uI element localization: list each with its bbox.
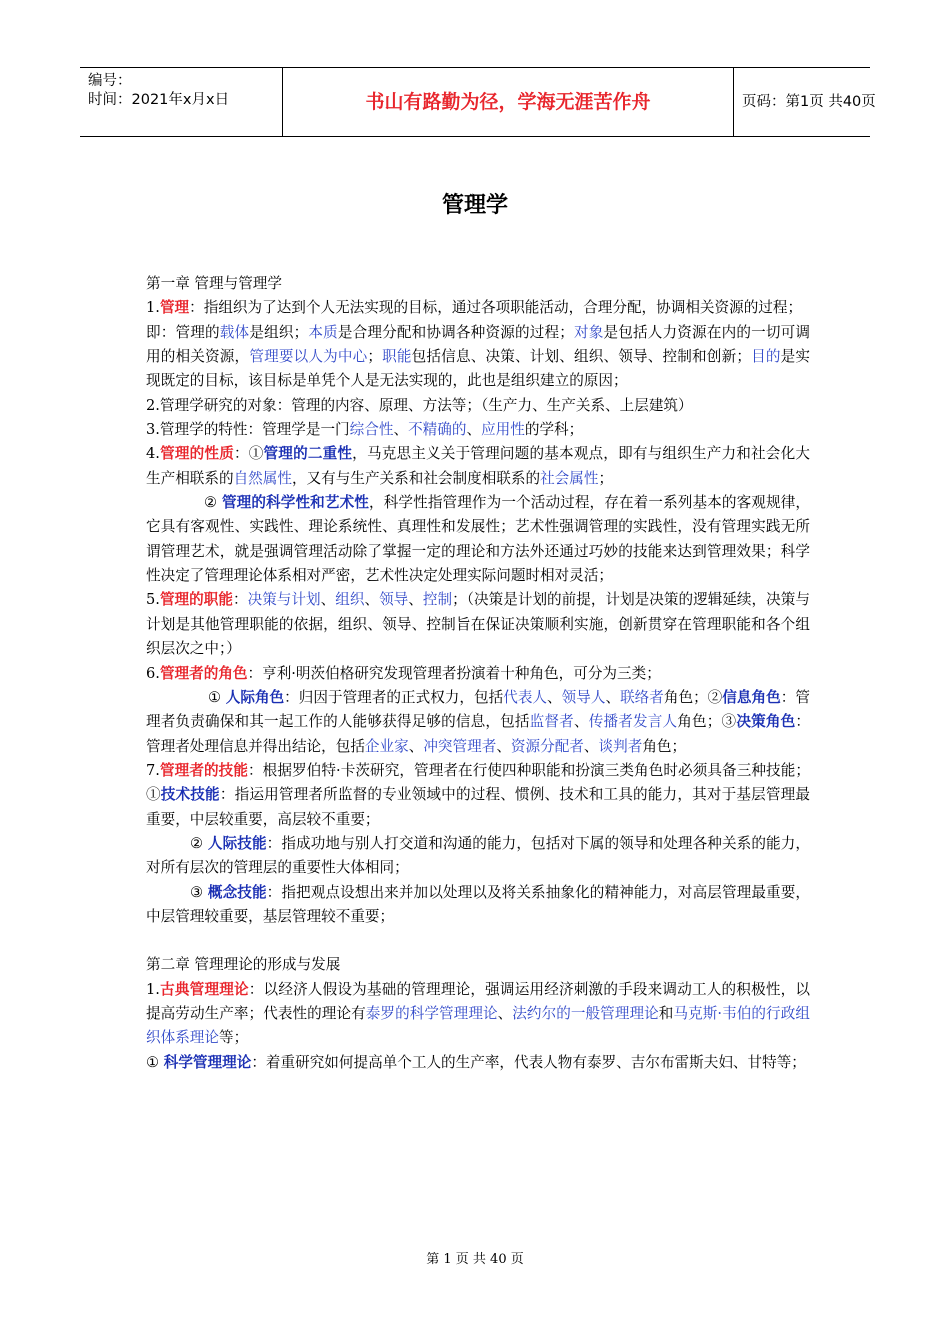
keyword: 管理要以人为中心 [249, 348, 368, 366]
text: ； [598, 469, 614, 487]
text: 是合理分配和协调各种资源的过程； [337, 323, 574, 341]
keyword: 泰罗的科学管理理论 [365, 1004, 498, 1022]
paragraph [146, 442, 810, 491]
text: 、 [393, 421, 409, 439]
text: ：指运用管理者所监督的专业领域中的过程、惯例、技术和工具的能力，其对于基层管理最重要，中层较重要，高层较不重要； [146, 786, 810, 828]
paragraph [146, 662, 810, 686]
keyword: 目的 [750, 348, 781, 366]
paragraph [146, 881, 810, 930]
text: 、 [364, 591, 380, 609]
text: 角色； [642, 737, 687, 755]
text: 、 [573, 713, 589, 731]
term-blue: 人际角色 [225, 688, 285, 706]
term-blue: 决策角色 [736, 713, 796, 731]
keyword: 资源分配者 [510, 737, 584, 755]
keyword: 应用性 [481, 421, 525, 439]
term-red: 管理者的技能 [159, 761, 249, 779]
term-blue: 管理的二重性 [263, 445, 353, 463]
item-number: 7. [146, 761, 160, 779]
text: ：归因于管理者的正式权力，包括 [284, 688, 504, 706]
text: ：① [233, 445, 264, 463]
document-title: 管理学 [441, 193, 508, 218]
text: ：亨利·明茨伯格研究发现管理者扮演着十种角色，可分为三类； [247, 664, 661, 682]
paragraph [146, 491, 810, 588]
date-label: 时间：2021年x月x日 [88, 92, 230, 108]
item-number: 5. [146, 591, 160, 609]
keyword: 发言人 [633, 713, 678, 731]
keyword: 代表人 [503, 688, 548, 706]
text: 、 [605, 688, 621, 706]
keyword: 传播者 [588, 713, 633, 731]
keyword: 企业家 [364, 737, 409, 755]
text: 是包括人力资源在内的一切可调用的相关资源， [146, 323, 810, 366]
keyword: 控制 [422, 591, 453, 609]
keyword: 自然属性 [233, 469, 292, 487]
text: ② [204, 494, 222, 512]
text: ； [367, 348, 382, 366]
serial-number-label: 编号： [88, 73, 132, 89]
text: 、 [408, 591, 423, 609]
term-red: 管理者的角色 [159, 664, 248, 682]
item-number: 4. [146, 445, 160, 463]
keyword: 组织 [335, 591, 365, 609]
keyword: 法约尔的一般管理理论 [512, 1004, 659, 1022]
text: ① [146, 1053, 164, 1071]
text: 等； [218, 1029, 249, 1047]
text: ：管理者处理信息并得出结论，包括 [146, 713, 810, 755]
chapter-1-heading: 第一章 管理与管理学 [146, 275, 282, 292]
term-red: 管理 [159, 299, 190, 317]
text: ，科学性指管理作为一个活动过程，存在着一系列基本的客观规律，它具有客观性、实践性、理论系统性、真理性和发展性；艺术性强调管理的实践性，没有管理实践无所谓管理艺术，就是强调管理活动除了掌握一定的理论和方法外还通过巧妙的技能来达到管理效果；科学性决定了管理理论体系相对严密，艺术性决定处理实际问题时相对灵活； [146, 494, 810, 585]
text: ：指成功地与别人打交道和沟通的能力，包括对下属的领导和处理各种关系的能力，对所有层次的管理层的重要性大体相同； [146, 834, 810, 877]
keyword: 决策与计划 [247, 591, 321, 609]
term-blue: 技术技能 [160, 786, 220, 804]
page-footer: 第 1 页 共 40 页 [426, 1252, 524, 1267]
paragraph [146, 978, 810, 1051]
text: 的学科； [524, 421, 584, 439]
text: 角色；③ [677, 713, 737, 731]
chapter-2-heading: 第二章 管理理论的形成与发展 [146, 956, 341, 974]
section-gap [146, 929, 810, 953]
text: ： [232, 591, 248, 609]
text: 是实现既定的目标，该目标是单凭个人是无法实现的，此也是组织建立的原因； [146, 348, 810, 390]
header-motto: 书山有路勤为径，学海无涯苦作舟 [282, 68, 734, 136]
text: 角色；② [663, 688, 723, 706]
term-red: 古典管理理论 [159, 980, 249, 998]
text: 是组织； [249, 323, 309, 341]
keyword: 载体 [219, 323, 250, 341]
item-number: 1. [146, 299, 160, 317]
paragraph [146, 1051, 810, 1075]
paragraph [146, 321, 810, 394]
text: 、 [408, 737, 424, 755]
term-blue: 人际技能 [207, 834, 267, 852]
paragraph [146, 588, 810, 661]
keyword: 对象 [573, 323, 604, 341]
paragraph [146, 832, 810, 881]
paragraph [146, 296, 810, 320]
keyword: 本质 [308, 323, 338, 341]
document-body [146, 272, 810, 1075]
text: ：根据罗伯特·卡茨研究，管理者在行使四种职能和扮演三类角色时必须具备三种技能；① [146, 761, 810, 804]
text: 3.管理学的特性：管理学是一门 [146, 421, 350, 439]
keyword: 马克斯·韦伯的行政组织体系理论 [146, 1004, 810, 1047]
text: 即：管理的 [146, 323, 220, 341]
text: ：着重研究如何提高单个工人的生产率，代表人物有泰罗、吉尔布雷斯夫妇、甘特等； [251, 1053, 806, 1071]
text: ：以经济人假设为基础的管理理论，强调运用经济刺激的手段来调动工人的积极性，以提高劳动生产率；代表性的理论有 [146, 980, 810, 1022]
header-page-info: 页码：第1页 共40页 [742, 94, 876, 110]
keyword: 冲突管理者 [423, 737, 497, 755]
text: ③ [190, 883, 208, 901]
keyword: 综合性 [349, 421, 394, 439]
text: ① [208, 688, 226, 706]
header-meta [80, 68, 282, 136]
text: 包括信息、决策、计划、组织、领导、控制和创新； [411, 348, 751, 366]
term-blue: 信息角色 [722, 688, 781, 706]
paragraph [146, 759, 810, 832]
term-red: 管理的职能 [159, 591, 233, 609]
keyword: 领导人 [561, 688, 606, 706]
text: 、 [547, 688, 562, 706]
paragraph: 2.管理学研究的对象：管理的内容、原理、方法等；（生产力、生产关系、上层建筑） [146, 396, 693, 414]
text: ② [190, 834, 208, 852]
item-number: 6. [146, 664, 160, 682]
text: ；（决策是计划的前提，计划是决策的逻辑延续，决策与计划是其他管理职能的依据，组织、领导、控制旨在保证决策顺利实施，创新贯穿在管理职能和各个组织层次之中；） [146, 591, 810, 658]
keyword: 监督者 [529, 713, 574, 731]
text: 和 [658, 1004, 674, 1022]
term-blue: 科学管理理论 [163, 1053, 252, 1071]
keyword: 社会属性 [540, 469, 599, 487]
text: ：指组织为了达到个人无法实现的目标，通过各项职能活动，合理分配，协调相关资源的过程； [189, 299, 803, 317]
text: 、 [583, 737, 599, 755]
item-number: 1. [146, 980, 160, 998]
text: ：管理者负责确保和其一起工作的人能够获得足够的信息，包括 [146, 688, 810, 731]
text: 、 [497, 1004, 513, 1022]
keyword: 联络者 [620, 688, 664, 706]
keyword: 职能 [381, 348, 412, 366]
text: 、 [496, 737, 511, 755]
keyword: 谈判者 [598, 737, 643, 755]
text: 、 [466, 421, 482, 439]
keyword: 领导 [379, 591, 409, 609]
term-blue: 管理的科学性和艺术性 [221, 494, 369, 512]
header-table [80, 67, 876, 137]
keyword: 不精确的 [408, 421, 467, 439]
text: ，又有与生产关系和社会制度相联系的 [291, 469, 541, 487]
text: ，马克思主义关于管理问题的基本观点，即有与组织生产力和社会化大生产相联系的 [146, 445, 810, 487]
paragraph [146, 686, 810, 759]
text: 、 [320, 591, 336, 609]
paragraph [146, 418, 810, 442]
term-red: 管理的性质 [159, 445, 234, 463]
term-blue: 概念技能 [207, 883, 267, 901]
text: ：指把观点设想出来并加以处理以及将关系抽象化的精神能力，对高层管理最重要，中层管理较重要，基层管理较不重要； [146, 883, 810, 925]
